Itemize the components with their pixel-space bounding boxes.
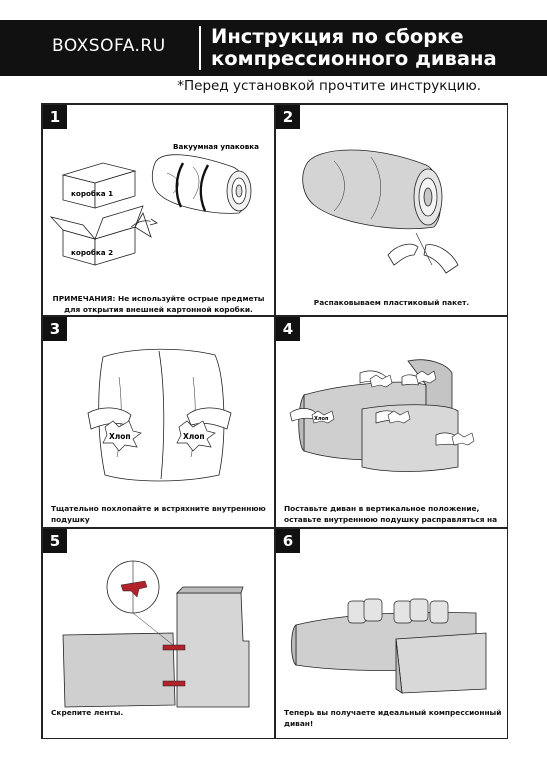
step-4-panel [275,316,508,528]
step-2-number: 2 [276,105,300,129]
step-3-number: 3 [43,317,67,341]
step-1-caption [43,293,274,315]
step-3-caption [51,503,274,528]
step-4-number: 4 [276,317,300,341]
clap-left-label: Хлоп [109,432,131,441]
step-1-panel [42,104,275,316]
step-5-caption-line1: Скрепите ленты. [51,708,124,717]
step-6-panel [275,528,508,739]
step-5-panel [42,528,275,739]
page-title-line2: компрессионного дивана [211,47,497,70]
unpack-bag-illustration [276,105,508,316]
step-3-caption-line1: Тщательно похлопайте и встряхните внутреннюю подушку [51,504,266,524]
pat-cushion-illustration [43,317,275,528]
box-1-label: коробка 1 [71,189,114,198]
step-5-number: 5 [43,529,67,553]
step-2-caption-line1: Распаковываем пластиковый пакет. [313,298,470,307]
brand-logo: BOXSOFA.RU [52,36,166,56]
step-2-panel [275,104,508,316]
step-1-caption-line2: для открытия внешней картонной коробки. [64,305,253,314]
boxes-and-roll-illustration [43,105,275,316]
box-2-label: коробка 2 [71,248,114,257]
step-2-caption [276,297,507,308]
page-title-line1: Инструкция по сборке [211,25,464,48]
step-6-caption-line1: Теперь вы получаете идеальный компрессионный диван! [284,708,502,728]
instruction-grid [41,103,508,739]
step-4-caption-line1: Поставьте диван в вертикальное положение, [284,504,480,513]
step-5-caption [51,707,274,718]
upright-sofa-illustration [276,317,508,528]
step-3-panel [42,316,275,528]
step-4-caption [284,503,507,528]
step-4-caption-line2: оставьте внутреннюю подушку расправляться на [284,515,498,524]
step-1-caption-line1: ПРИМЕЧАНИЯ: Не используйте острые предметы [52,294,265,303]
step-1-number: 1 [43,105,67,129]
read-instructions-note: *Перед установкой прочтите инструкцию. [177,78,481,94]
step-6-number: 6 [276,529,300,553]
vacuum-pack-label: Вакуумная упаковка [173,142,259,151]
header-bar [0,20,547,76]
page-title [211,26,497,70]
clap-label: Хлоп [314,416,329,422]
header-divider [199,26,201,70]
clap-right-label: Хлоп [183,432,205,441]
step-6-caption [284,707,507,729]
